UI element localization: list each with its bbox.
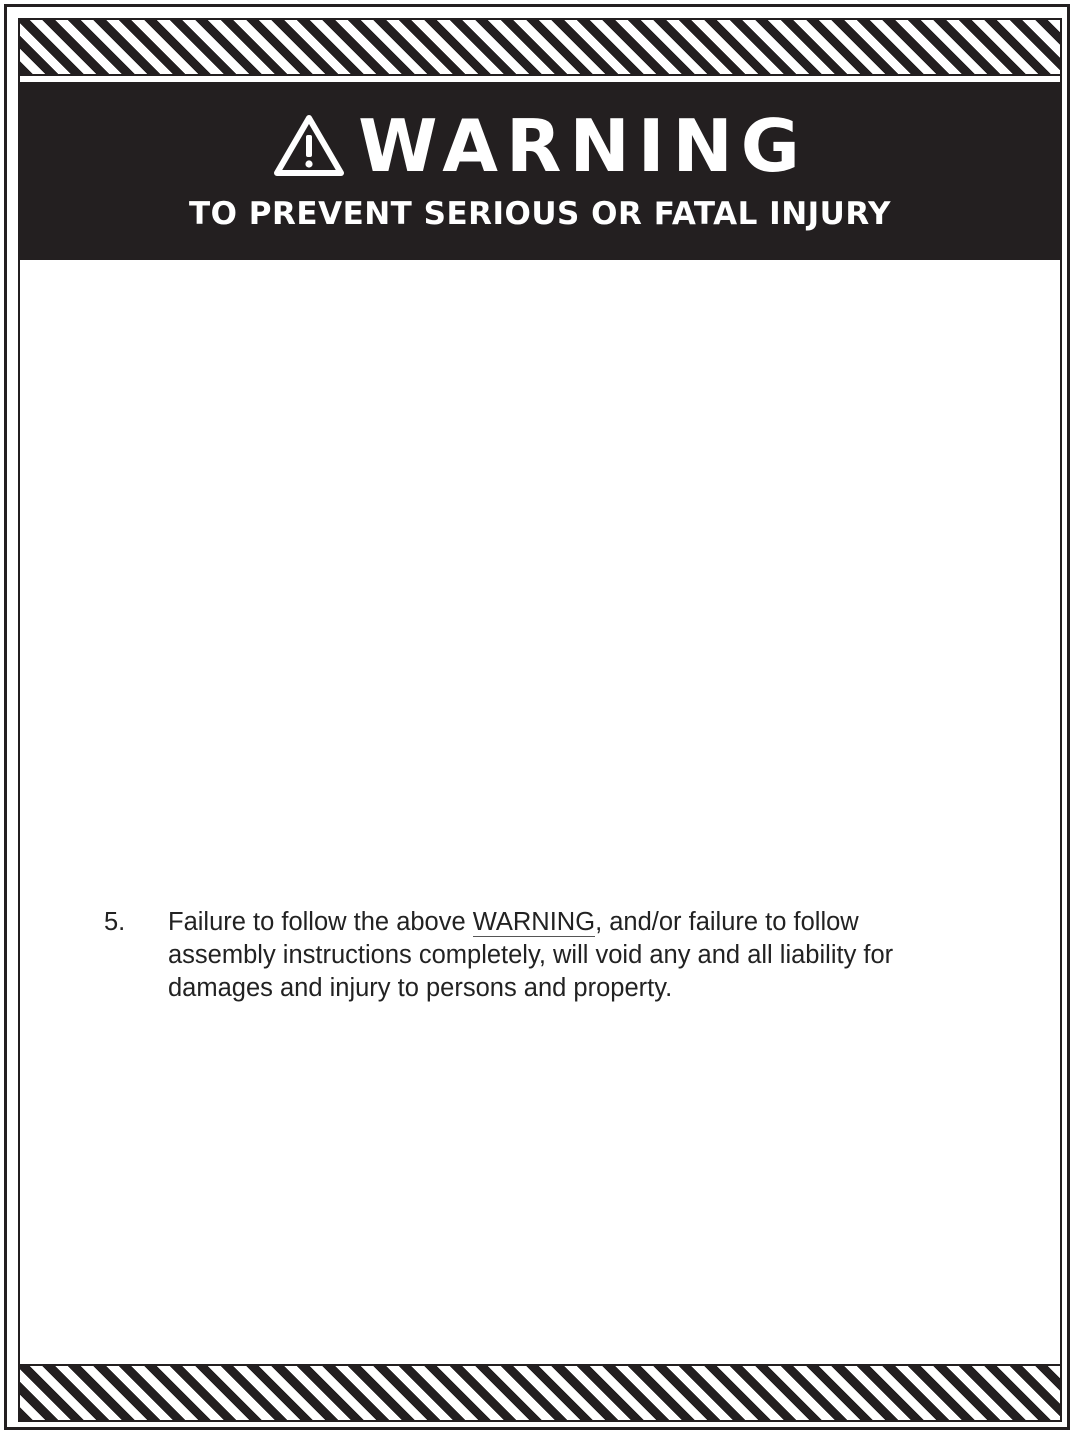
item-number: 5. [104, 908, 126, 936]
warning-title: WARNING [358, 104, 808, 188]
item-emphasis: WARNING [472, 908, 596, 936]
bottom-hazard-stripes [20, 1366, 1060, 1420]
item-text [168, 906, 958, 1005]
top-stripe-rule [20, 74, 1060, 76]
banner-title-row [20, 106, 1060, 186]
top-hazard-stripes [20, 20, 1060, 74]
warning-triangle-icon [272, 113, 346, 179]
item-text-start: Failure to follow the above [168, 908, 473, 936]
item-text-end: , and/or failure to follow assembly instructions completely, will void any and all liability for damages and injury to persons and property. [168, 908, 894, 1002]
warning-subtitle: TO PREVENT SERIOUS OR FATAL INJURY [189, 196, 891, 232]
warning-banner [20, 82, 1060, 260]
